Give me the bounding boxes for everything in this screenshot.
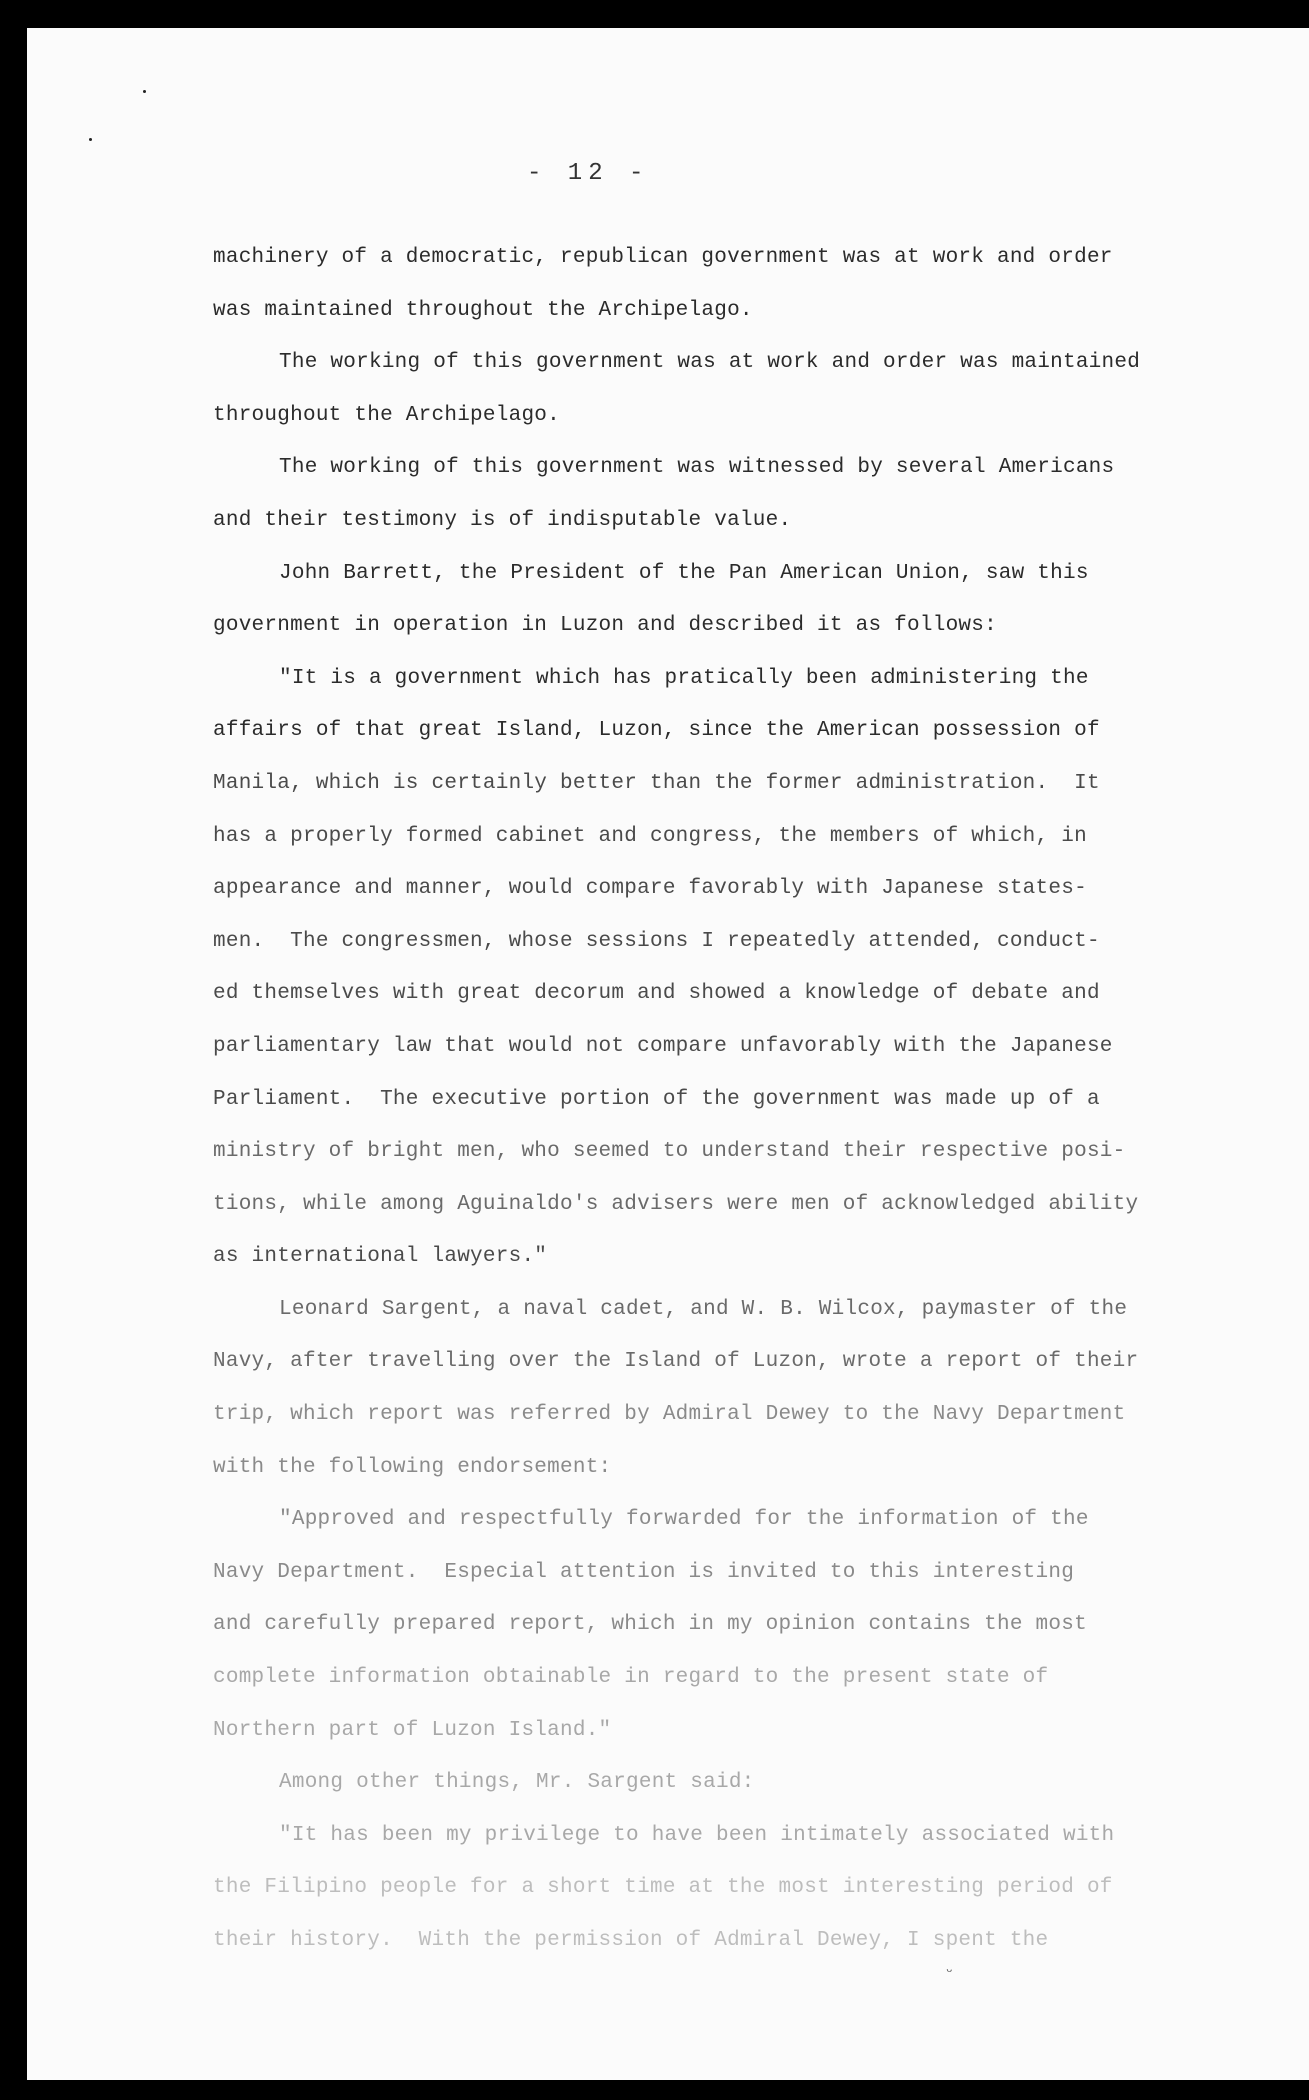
page-number: - 12 - <box>527 160 650 187</box>
scan-speck <box>143 90 146 93</box>
text-line: "Approved and respectfully forwarded for the information of the <box>279 1508 1089 1532</box>
scan-border <box>0 2080 1309 2100</box>
text-line: their history. With the permission of Admiral Dewey, I spent the <box>213 1929 1049 1952</box>
text-line: and carefully prepared report, which in my opinion contains the most <box>213 1613 1087 1637</box>
text-line: complete information obtainable in regard to the present state of <box>213 1666 1049 1690</box>
text-line: ministry of bright men, who seemed to understand their respective posi- <box>213 1140 1126 1164</box>
text-line: Among other things, Mr. Sargent said: <box>279 1771 755 1795</box>
handwritten-mark-icon: ᵕ <box>944 1961 954 1982</box>
text-line: tions, while among Aguinaldo's advisers were men of acknowledged ability <box>213 1192 1139 1216</box>
text-line: throughout the Archipelago. <box>213 403 561 427</box>
text-line: Parliament. The executive portion of the government was made up of a <box>213 1087 1100 1111</box>
text-line: The working of this government was at work and order was maintained <box>279 351 1141 375</box>
text-line: John Barrett, the President of the Pan American Union, saw this <box>279 561 1089 585</box>
text-line: has a properly formed cabinet and congress, the members of which, in <box>213 824 1087 848</box>
text-line: "It is a government which has pratically been administering the <box>279 666 1089 690</box>
text-line: the Filipino people for a short time at the most interesting period of <box>213 1876 1113 1900</box>
document-body <box>213 232 1173 1968</box>
text-line: Northern part of Luzon Island." <box>213 1718 612 1742</box>
text-line: parliamentary law that would not compare unfavorably with the Japanese <box>213 1034 1113 1058</box>
scan-speck <box>89 138 92 141</box>
text-line: appearance and manner, would compare favorably with Japanese states- <box>213 877 1087 901</box>
text-line: men. The congressmen, whose sessions I repeatedly attended, conduct- <box>213 929 1100 953</box>
text-line: with the following endorsement: <box>213 1455 612 1479</box>
text-line: affairs of that great Island, Luzon, since the American possession of <box>213 719 1100 743</box>
text-line: government in operation in Luzon and described it as follows: <box>213 614 997 638</box>
text-line: "It has been my privilege to have been intimately associated with <box>279 1823 1115 1847</box>
text-line: and their testimony is of indisputable value. <box>213 508 792 532</box>
text-line: Manila, which is certainly better than the former administration. It <box>213 771 1100 795</box>
text-line: machinery of a democratic, republican government was at work and order <box>213 246 1113 269</box>
text-line: Navy Department. Especial attention is invited to this interesting <box>213 1560 1075 1584</box>
text-line: The working of this government was witnessed by several Americans <box>279 456 1115 480</box>
text-line: Leonard Sargent, a naval cadet, and W. B. Wilcox, paymaster of the <box>279 1297 1128 1321</box>
text-line: was maintained throughout the Archipelago. <box>213 298 753 322</box>
text-line: ed themselves with great decorum and showed a knowledge of debate and <box>213 982 1100 1006</box>
text-line: Navy, after travelling over the Island of Luzon, wrote a report of their <box>213 1350 1139 1374</box>
text-line: trip, which report was referred by Admiral Dewey to the Navy Department <box>213 1403 1126 1427</box>
text-line: as international lawyers." <box>213 1245 548 1269</box>
